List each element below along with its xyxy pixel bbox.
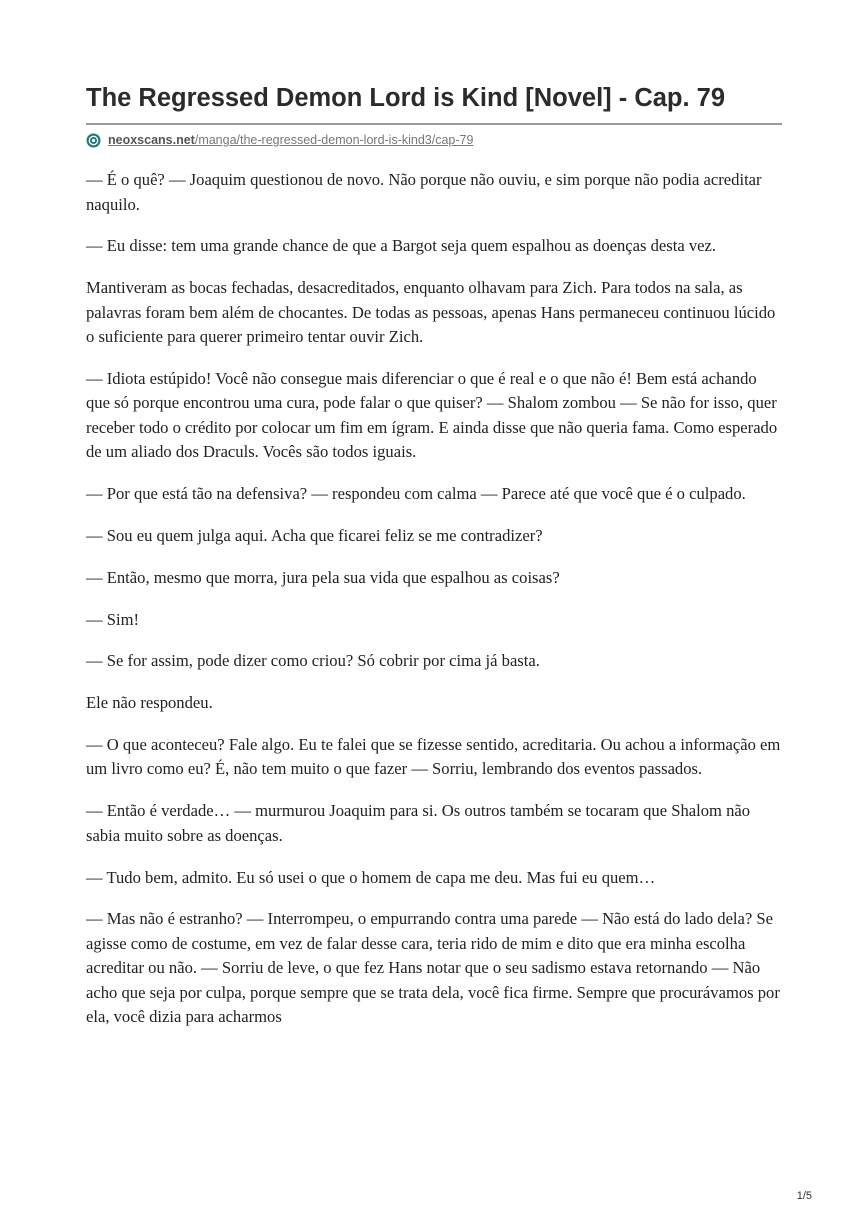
paragraph: — Idiota estúpido! Você não consegue mais diferenciar o que é real e o que não é! Bem está achando que só porque encontrou uma cura, pode falar o que quiser? — Shalom zombou — Se não for isso, quer receber todo o crédito por colocar um fim em ígram. E ainda disse que não queria fama. Como esperado de um aliado dos Draculs. Vocês são todos iguais. [86, 368, 778, 462]
paragraph: — O que aconteceu? Fale algo. Eu te falei que se fizesse sentido, acreditaria. Ou achou a informação em um livro como eu? É, não tem muito o que fazer — Sorriu, lembrando dos eventos passados. [86, 734, 781, 779]
chapter-body [86, 168, 782, 1030]
paragraph: — Se for assim, pode dizer como criou? Só cobrir por cima já basta. [86, 651, 540, 671]
source-domain: neoxscans.net [108, 133, 195, 147]
page-title: The Regressed Demon Lord is Kind [Novel] - Cap. 79 [86, 84, 726, 112]
paragraph: — É o quê? — Joaquim questionou de novo. Não porque não ouviu, e sim porque não podia acreditar naquilo. [86, 170, 762, 214]
source-line [86, 131, 782, 149]
paragraph: — Tudo bem, admito. Eu só usei o que o homem de capa me deu. Mas fui eu quem… [86, 867, 656, 887]
paragraph: Mantiveram as bocas fechadas, desacreditados, enquanto olhavam para Zich. Para todos na sala, as palavras foram bem além de chocantes. De todas as pessoas, apenas Hans permaneceu continuou lúcido o suficiente para querer primeiro tentar ouvir Zich. [86, 278, 776, 347]
site-globe-icon [86, 133, 101, 148]
paragraph: Ele não respondeu. [86, 693, 213, 713]
paragraph: — Então, mesmo que morra, jura pela sua vida que espalhou as coisas? [86, 567, 560, 587]
document-page [86, 70, 782, 1047]
title-divider [86, 123, 782, 125]
paragraph: — Então é verdade… — murmurou Joaquim para si. Os outros também se tocaram que Shalom não sabia muito sobre as doenças. [86, 801, 751, 845]
paragraph: — Mas não é estranho? — Interrompeu, o empurrando contra uma parede — Não está do lado dela? Se agisse como de costume, em vez de falar desse cara, teria rido de mim e dito que era minha escolha acreditar ou não. — Sorriu de leve, o que fez Hans notar que o seu sadismo estava retornando — Não acho que seja por culpa, porque sempre que se trata dela, você fica firme. Sempre que procurávamos por ela, você dizia para acharmos [86, 909, 780, 1027]
source-link[interactable] [108, 133, 473, 147]
paragraph: — Sim! [86, 609, 140, 629]
page-number: 1/5 [796, 1190, 812, 1202]
paragraph: — Sou eu quem julga aqui. Acha que ficarei feliz se me contradizer? [86, 525, 543, 545]
paragraph: — Eu disse: tem uma grande chance de que a Bargot seja quem espalhou as doenças desta vez. [86, 236, 717, 256]
paragraph: — Por que está tão na defensiva? — respondeu com calma — Parece até que você que é o culpado. [86, 484, 746, 504]
source-path: /manga/the-regressed-demon-lord-is-kind3/cap-79 [194, 133, 474, 147]
